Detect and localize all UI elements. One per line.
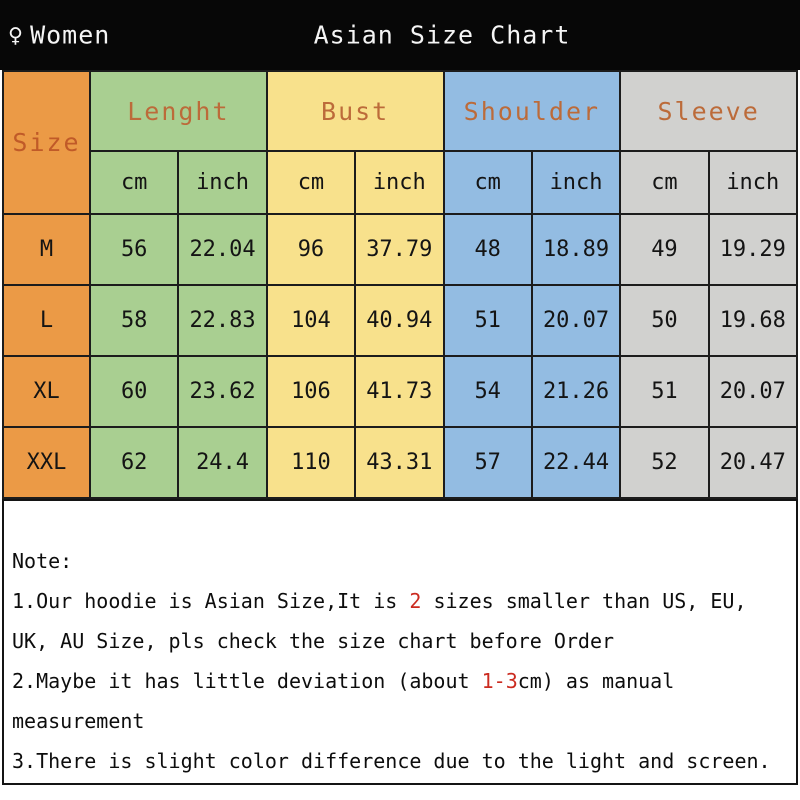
length-inch-header: inch — [178, 151, 266, 214]
note-item-1 — [12, 581, 786, 661]
bust-inch-value: 37.79 — [355, 214, 443, 285]
women-label: Women — [30, 20, 111, 50]
table-row-xxl — [3, 427, 797, 498]
note-item-2 — [12, 661, 786, 741]
shoulder-group-header: Shoulder — [444, 71, 621, 151]
sleeve-cm-value: 52 — [620, 427, 708, 498]
table-row-xl — [3, 356, 797, 427]
bust-cm-value: 106 — [267, 356, 355, 427]
length-cm-header: cm — [90, 151, 178, 214]
bust-inch-value: 41.73 — [355, 356, 443, 427]
size-column-header: Size — [3, 71, 90, 214]
bust-inch-value: 43.31 — [355, 427, 443, 498]
header-bar — [0, 0, 800, 70]
sleeve-inch-value: 20.47 — [709, 427, 797, 498]
sleeve-cm-value: 51 — [620, 356, 708, 427]
shoulder-inch-value: 22.44 — [532, 427, 620, 498]
note-2-text-pre: 2.Maybe it has little deviation (about — [12, 669, 482, 693]
note-1-text-pre: 1.Our hoodie is Asian Size,It is — [12, 589, 410, 613]
length-cm-value: 60 — [90, 356, 178, 427]
sleeve-cm-value: 50 — [620, 285, 708, 356]
sleeve-cm-value: 49 — [620, 214, 708, 285]
shoulder-cm-value: 48 — [444, 214, 532, 285]
note-3-text: 3.There is slight color difference due to the light and screen. — [12, 749, 771, 773]
sleeve-inch-value: 19.68 — [709, 285, 797, 356]
bust-inch-header: inch — [355, 151, 443, 214]
size-label: XXL — [3, 427, 90, 498]
size-label: XL — [3, 356, 90, 427]
size-table — [2, 70, 798, 499]
bust-cm-value: 96 — [267, 214, 355, 285]
note-heading: Note: — [12, 549, 73, 573]
women-label-group — [8, 21, 110, 50]
length-inch-value: 23.62 — [178, 356, 266, 427]
size-label: L — [3, 285, 90, 356]
length-inch-value: 24.4 — [178, 427, 266, 498]
note-2-text-post: cm) as manual measurement — [12, 669, 675, 733]
shoulder-inch-value: 21.26 — [532, 356, 620, 427]
shoulder-cm-value: 54 — [444, 356, 532, 427]
female-gender-icon: ♀ — [8, 20, 25, 50]
sleeve-group-header: Sleeve — [620, 71, 797, 151]
chart-title: Asian Size Chart — [313, 20, 571, 50]
note-box — [2, 499, 798, 785]
sleeve-inch-header: inch — [709, 151, 797, 214]
shoulder-inch-header: inch — [532, 151, 620, 214]
shoulder-cm-value: 57 — [444, 427, 532, 498]
shoulder-inch-value: 18.89 — [532, 214, 620, 285]
bust-cm-value: 110 — [267, 427, 355, 498]
length-group-header: Lenght — [90, 71, 267, 151]
bust-cm-value: 104 — [267, 285, 355, 356]
length-cm-value: 56 — [90, 214, 178, 285]
note-1-text-post: sizes smaller than US, EU, UK, AU Size, pls check the size chart before Order — [12, 589, 747, 653]
table-row-m — [3, 214, 797, 285]
note-2-accent: 1-3 — [481, 669, 518, 693]
bust-inch-value: 40.94 — [355, 285, 443, 356]
bust-group-header: Bust — [267, 71, 444, 151]
length-inch-value: 22.04 — [178, 214, 266, 285]
shoulder-inch-value: 20.07 — [532, 285, 620, 356]
bust-cm-header: cm — [267, 151, 355, 214]
table-row-l — [3, 285, 797, 356]
length-inch-value: 22.83 — [178, 285, 266, 356]
sleeve-cm-header: cm — [620, 151, 708, 214]
sleeve-inch-value: 19.29 — [709, 214, 797, 285]
shoulder-cm-value: 51 — [444, 285, 532, 356]
note-1-accent: 2 — [409, 589, 422, 613]
note-item-3 — [12, 741, 786, 781]
size-label: M — [3, 214, 90, 285]
group-header-row — [3, 71, 797, 151]
shoulder-cm-header: cm — [444, 151, 532, 214]
length-cm-value: 62 — [90, 427, 178, 498]
sleeve-inch-value: 20.07 — [709, 356, 797, 427]
length-cm-value: 58 — [90, 285, 178, 356]
units-header-row — [3, 151, 797, 214]
